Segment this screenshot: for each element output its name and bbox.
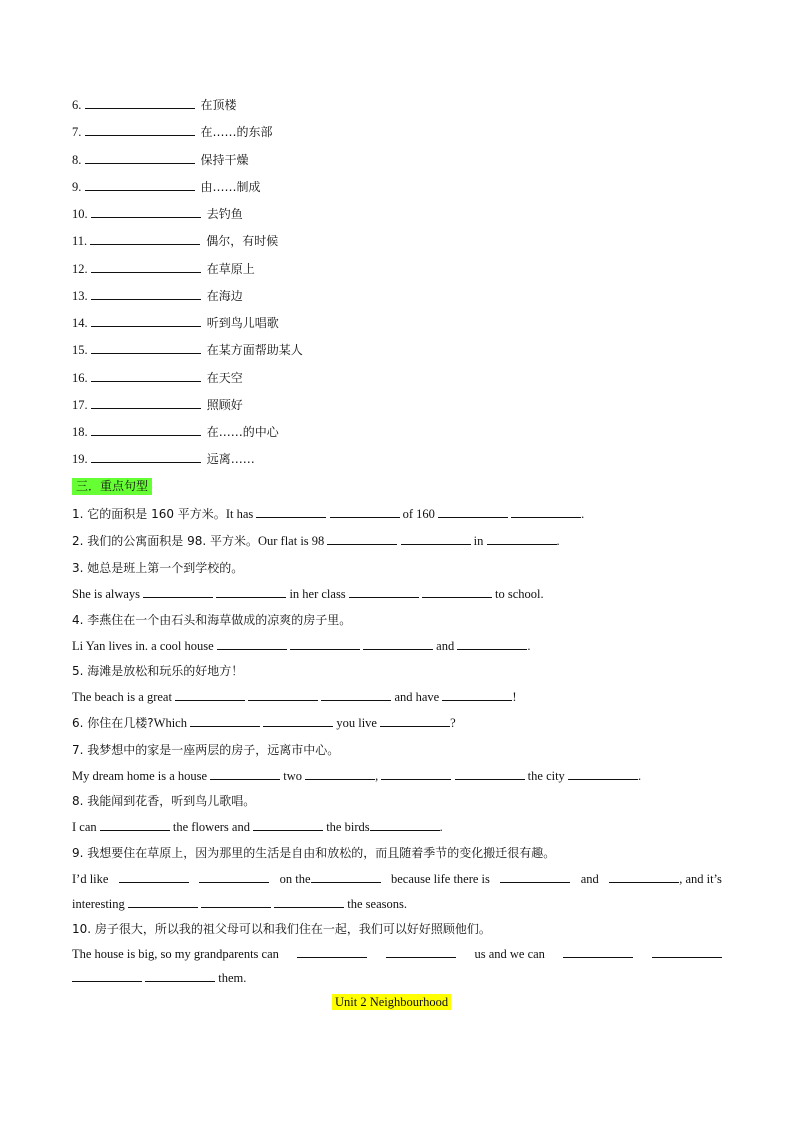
answer-blank[interactable] — [253, 819, 323, 831]
sentence-text: Li Yan lives in. a cool house — [72, 639, 214, 653]
answer-blank[interactable] — [370, 819, 440, 831]
sentence-8-chinese — [72, 793, 255, 809]
sentence-text: the birds — [326, 820, 370, 834]
sentence-10-english-line2 — [72, 970, 246, 986]
sentence-10-chinese — [72, 921, 491, 937]
sentence-chinese: 3. 她总是班上第一个到学校的。 — [72, 561, 244, 575]
sentence-text: in — [473, 534, 484, 548]
vocab-chinese: 偶尔，有时候 — [206, 234, 279, 248]
sentence-text: , and it’s — [679, 872, 722, 886]
sentence-1 — [72, 506, 584, 522]
answer-blank[interactable] — [85, 124, 195, 136]
sentence-text: the flowers and — [172, 820, 250, 834]
sentence-text: us and we can — [474, 947, 545, 961]
sentence-text: because life there is — [390, 872, 490, 886]
sentence-chinese: 9. 我想要住在草原上，因为那里的生活是自由和放松的，而且随着季节的变化搬迁很有趣。 — [72, 846, 556, 860]
answer-blank[interactable] — [119, 871, 189, 883]
answer-blank[interactable] — [91, 206, 201, 218]
answer-blank[interactable] — [327, 533, 397, 545]
sentence-text: and — [580, 872, 599, 886]
vocab-chinese: 在……的东部 — [200, 125, 273, 139]
answer-blank[interactable] — [91, 261, 201, 273]
vocab-number: 8. — [72, 153, 82, 167]
sentence-text: Our flat is 98 — [257, 534, 325, 548]
vocab-item — [72, 261, 255, 277]
vocab-chinese: 听到鸟儿唱歌 — [206, 316, 279, 330]
answer-blank[interactable] — [401, 533, 471, 545]
answer-blank[interactable] — [290, 638, 360, 650]
vocab-number: 17. — [72, 398, 88, 412]
vocab-chinese: 在某方面帮助某人 — [206, 343, 303, 357]
sentence-text: She is always — [72, 587, 141, 601]
sentence-chinese: 8. 我能闻到花香，听到鸟儿歌唱。 — [72, 794, 256, 808]
sentence-text: in her class — [289, 587, 346, 601]
vocab-chinese: 远离…… — [206, 452, 255, 466]
answer-blank[interactable] — [190, 715, 260, 727]
vocab-number: 9. — [72, 180, 82, 194]
vocab-item — [72, 97, 237, 113]
answer-blank[interactable] — [455, 768, 525, 780]
answer-blank[interactable] — [457, 638, 527, 650]
unit-heading: Unit 2 Neighbourhood — [332, 994, 451, 1010]
vocab-number: 11. — [72, 234, 88, 248]
vocab-item — [72, 233, 278, 249]
answer-blank[interactable] — [217, 638, 287, 650]
sentence-chinese: 2. 我们的公寓面积是 98. 平方米。 — [72, 534, 258, 548]
answer-blank[interactable] — [91, 397, 201, 409]
answer-blank[interactable] — [91, 342, 201, 354]
sentence-chinese: 7. 我梦想中的家是一座两层的房子，远离市中心。 — [72, 743, 340, 757]
sentence-9-chinese — [72, 845, 555, 861]
vocab-item — [72, 206, 243, 222]
sentence-9-english-line2 — [72, 896, 407, 912]
answer-blank[interactable] — [216, 586, 286, 598]
sentence-10-english-line1 — [72, 946, 722, 962]
sentence-chinese: 5. 海滩是放松和玩乐的好地方！ — [72, 664, 244, 678]
vocab-item — [72, 370, 243, 386]
vocab-number: 14. — [72, 316, 88, 330]
answer-blank[interactable] — [568, 768, 638, 780]
sentence-text: . — [637, 769, 642, 783]
sentence-9-english-line1 — [72, 871, 722, 887]
sentence-4-chinese — [72, 612, 351, 628]
sentence-chinese: 4. 李燕住在一个由石头和海草做成的凉爽的房子里。 — [72, 613, 352, 627]
answer-blank[interactable] — [438, 506, 508, 518]
answer-blank[interactable] — [91, 288, 201, 300]
answer-blank[interactable] — [349, 586, 419, 598]
sentence-text: , — [375, 769, 379, 783]
sentence-text: Which — [153, 716, 187, 730]
sentence-3-chinese — [72, 560, 243, 576]
answer-blank[interactable] — [201, 896, 271, 908]
answer-blank[interactable] — [91, 370, 201, 382]
sentence-text: and have — [394, 690, 440, 704]
sentence-text: them. — [218, 971, 247, 985]
vocab-item — [72, 315, 279, 331]
sentence-text: to school. — [495, 587, 544, 601]
answer-blank[interactable] — [91, 315, 201, 327]
vocab-chinese: 保持干燥 — [200, 153, 249, 167]
answer-blank[interactable] — [256, 506, 326, 518]
vocab-number: 16. — [72, 371, 88, 385]
vocab-chinese: 照顾好 — [206, 398, 243, 412]
sentence-text: and — [436, 639, 455, 653]
answer-blank[interactable] — [90, 233, 200, 245]
sentence-chinese: 1. 它的面积是 160 平方米。 — [72, 507, 226, 521]
answer-blank[interactable] — [128, 896, 198, 908]
section-heading: 三．重点句型 — [72, 478, 152, 495]
sentence-text: two — [283, 769, 303, 783]
vocab-chinese: 在海边 — [206, 289, 243, 303]
sentence-text: of 160 — [402, 507, 435, 521]
vocab-number: 12. — [72, 262, 88, 276]
vocab-chinese: 在草原上 — [206, 262, 255, 276]
answer-blank[interactable] — [321, 689, 391, 701]
answer-blank[interactable] — [274, 896, 344, 908]
answer-blank[interactable] — [422, 586, 492, 598]
vocab-item — [72, 451, 255, 467]
answer-blank[interactable] — [330, 506, 400, 518]
sentence-text: My dream home is a house — [72, 769, 208, 783]
vocab-chinese: 去钓鱼 — [206, 207, 243, 221]
sentence-2 — [72, 533, 560, 549]
sentence-text: . — [439, 820, 443, 834]
sentence-text: The beach is a great — [72, 690, 172, 704]
sentence-text: It has — [225, 507, 254, 521]
answer-blank[interactable] — [609, 871, 679, 883]
vocab-item — [72, 424, 279, 440]
answer-blank[interactable] — [85, 179, 195, 191]
answer-blank[interactable] — [297, 946, 367, 958]
sentence-text: The house is big, so my grandparents can — [72, 947, 279, 961]
answer-blank[interactable] — [380, 715, 450, 727]
answer-blank[interactable] — [91, 451, 201, 463]
vocab-chinese: 在顶楼 — [200, 98, 237, 112]
vocab-item — [72, 124, 273, 140]
sentence-text: . — [556, 534, 560, 548]
answer-blank[interactable] — [199, 871, 269, 883]
sentence-text: on the — [279, 872, 311, 886]
vocab-chinese: 由……制成 — [200, 180, 261, 194]
vocab-number: 13. — [72, 289, 88, 303]
vocab-item — [72, 152, 249, 168]
answer-blank[interactable] — [652, 946, 722, 958]
answer-blank[interactable] — [442, 689, 512, 701]
vocab-chinese: 在天空 — [206, 371, 243, 385]
answer-blank[interactable] — [363, 638, 433, 650]
answer-blank[interactable] — [143, 586, 213, 598]
sentence-3-english — [72, 586, 544, 602]
answer-blank[interactable] — [563, 946, 633, 958]
sentence-chinese: 6. 你住在几楼? — [72, 716, 154, 730]
sentence-text: the city — [527, 769, 565, 783]
vocab-item — [72, 179, 261, 195]
sentence-6 — [72, 715, 456, 731]
answer-blank[interactable] — [311, 871, 381, 883]
sentence-text: ! — [512, 690, 517, 704]
answer-blank[interactable] — [175, 689, 245, 701]
vocab-number: 18. — [72, 425, 88, 439]
sentence-5-chinese — [72, 663, 243, 679]
answer-blank[interactable] — [305, 768, 375, 780]
sentence-8-english — [72, 819, 443, 835]
sentence-7-english — [72, 768, 641, 784]
vocab-number: 6. — [72, 98, 82, 112]
vocab-item — [72, 288, 243, 304]
sentence-4-english — [72, 638, 530, 654]
answer-blank[interactable] — [381, 768, 451, 780]
vocab-chinese: 在……的中心 — [206, 425, 279, 439]
answer-blank[interactable] — [210, 768, 280, 780]
sentence-text: the seasons. — [347, 897, 407, 911]
sentence-text: I can — [72, 820, 97, 834]
answer-blank[interactable] — [248, 689, 318, 701]
sentence-text: . — [527, 639, 531, 653]
answer-blank[interactable] — [487, 533, 557, 545]
sentence-text: interesting — [72, 897, 125, 911]
answer-blank[interactable] — [386, 946, 456, 958]
sentence-7-chinese — [72, 742, 339, 758]
vocab-number: 7. — [72, 125, 82, 139]
answer-blank[interactable] — [72, 970, 142, 982]
answer-blank[interactable] — [500, 871, 570, 883]
sentence-text: I’d like — [72, 872, 109, 886]
sentence-text: . — [581, 507, 585, 521]
sentence-text: ? — [450, 716, 456, 730]
vocab-number: 19. — [72, 452, 88, 466]
vocab-number: 15. — [72, 343, 88, 357]
vocab-number: 10. — [72, 207, 88, 221]
answer-blank[interactable] — [85, 152, 195, 164]
sentence-chinese: 10. 房子很大，所以我的祖父母可以和我们住在一起，我们可以好好照顾他们。 — [72, 922, 491, 936]
vocab-item — [72, 342, 303, 358]
sentence-text: you live — [336, 716, 377, 730]
answer-blank[interactable] — [100, 819, 170, 831]
answer-blank[interactable] — [263, 715, 333, 727]
sentence-5-english — [72, 689, 517, 705]
answer-blank[interactable] — [145, 970, 215, 982]
answer-blank[interactable] — [511, 506, 581, 518]
vocab-item — [72, 397, 243, 413]
answer-blank[interactable] — [91, 424, 201, 436]
answer-blank[interactable] — [85, 97, 195, 109]
